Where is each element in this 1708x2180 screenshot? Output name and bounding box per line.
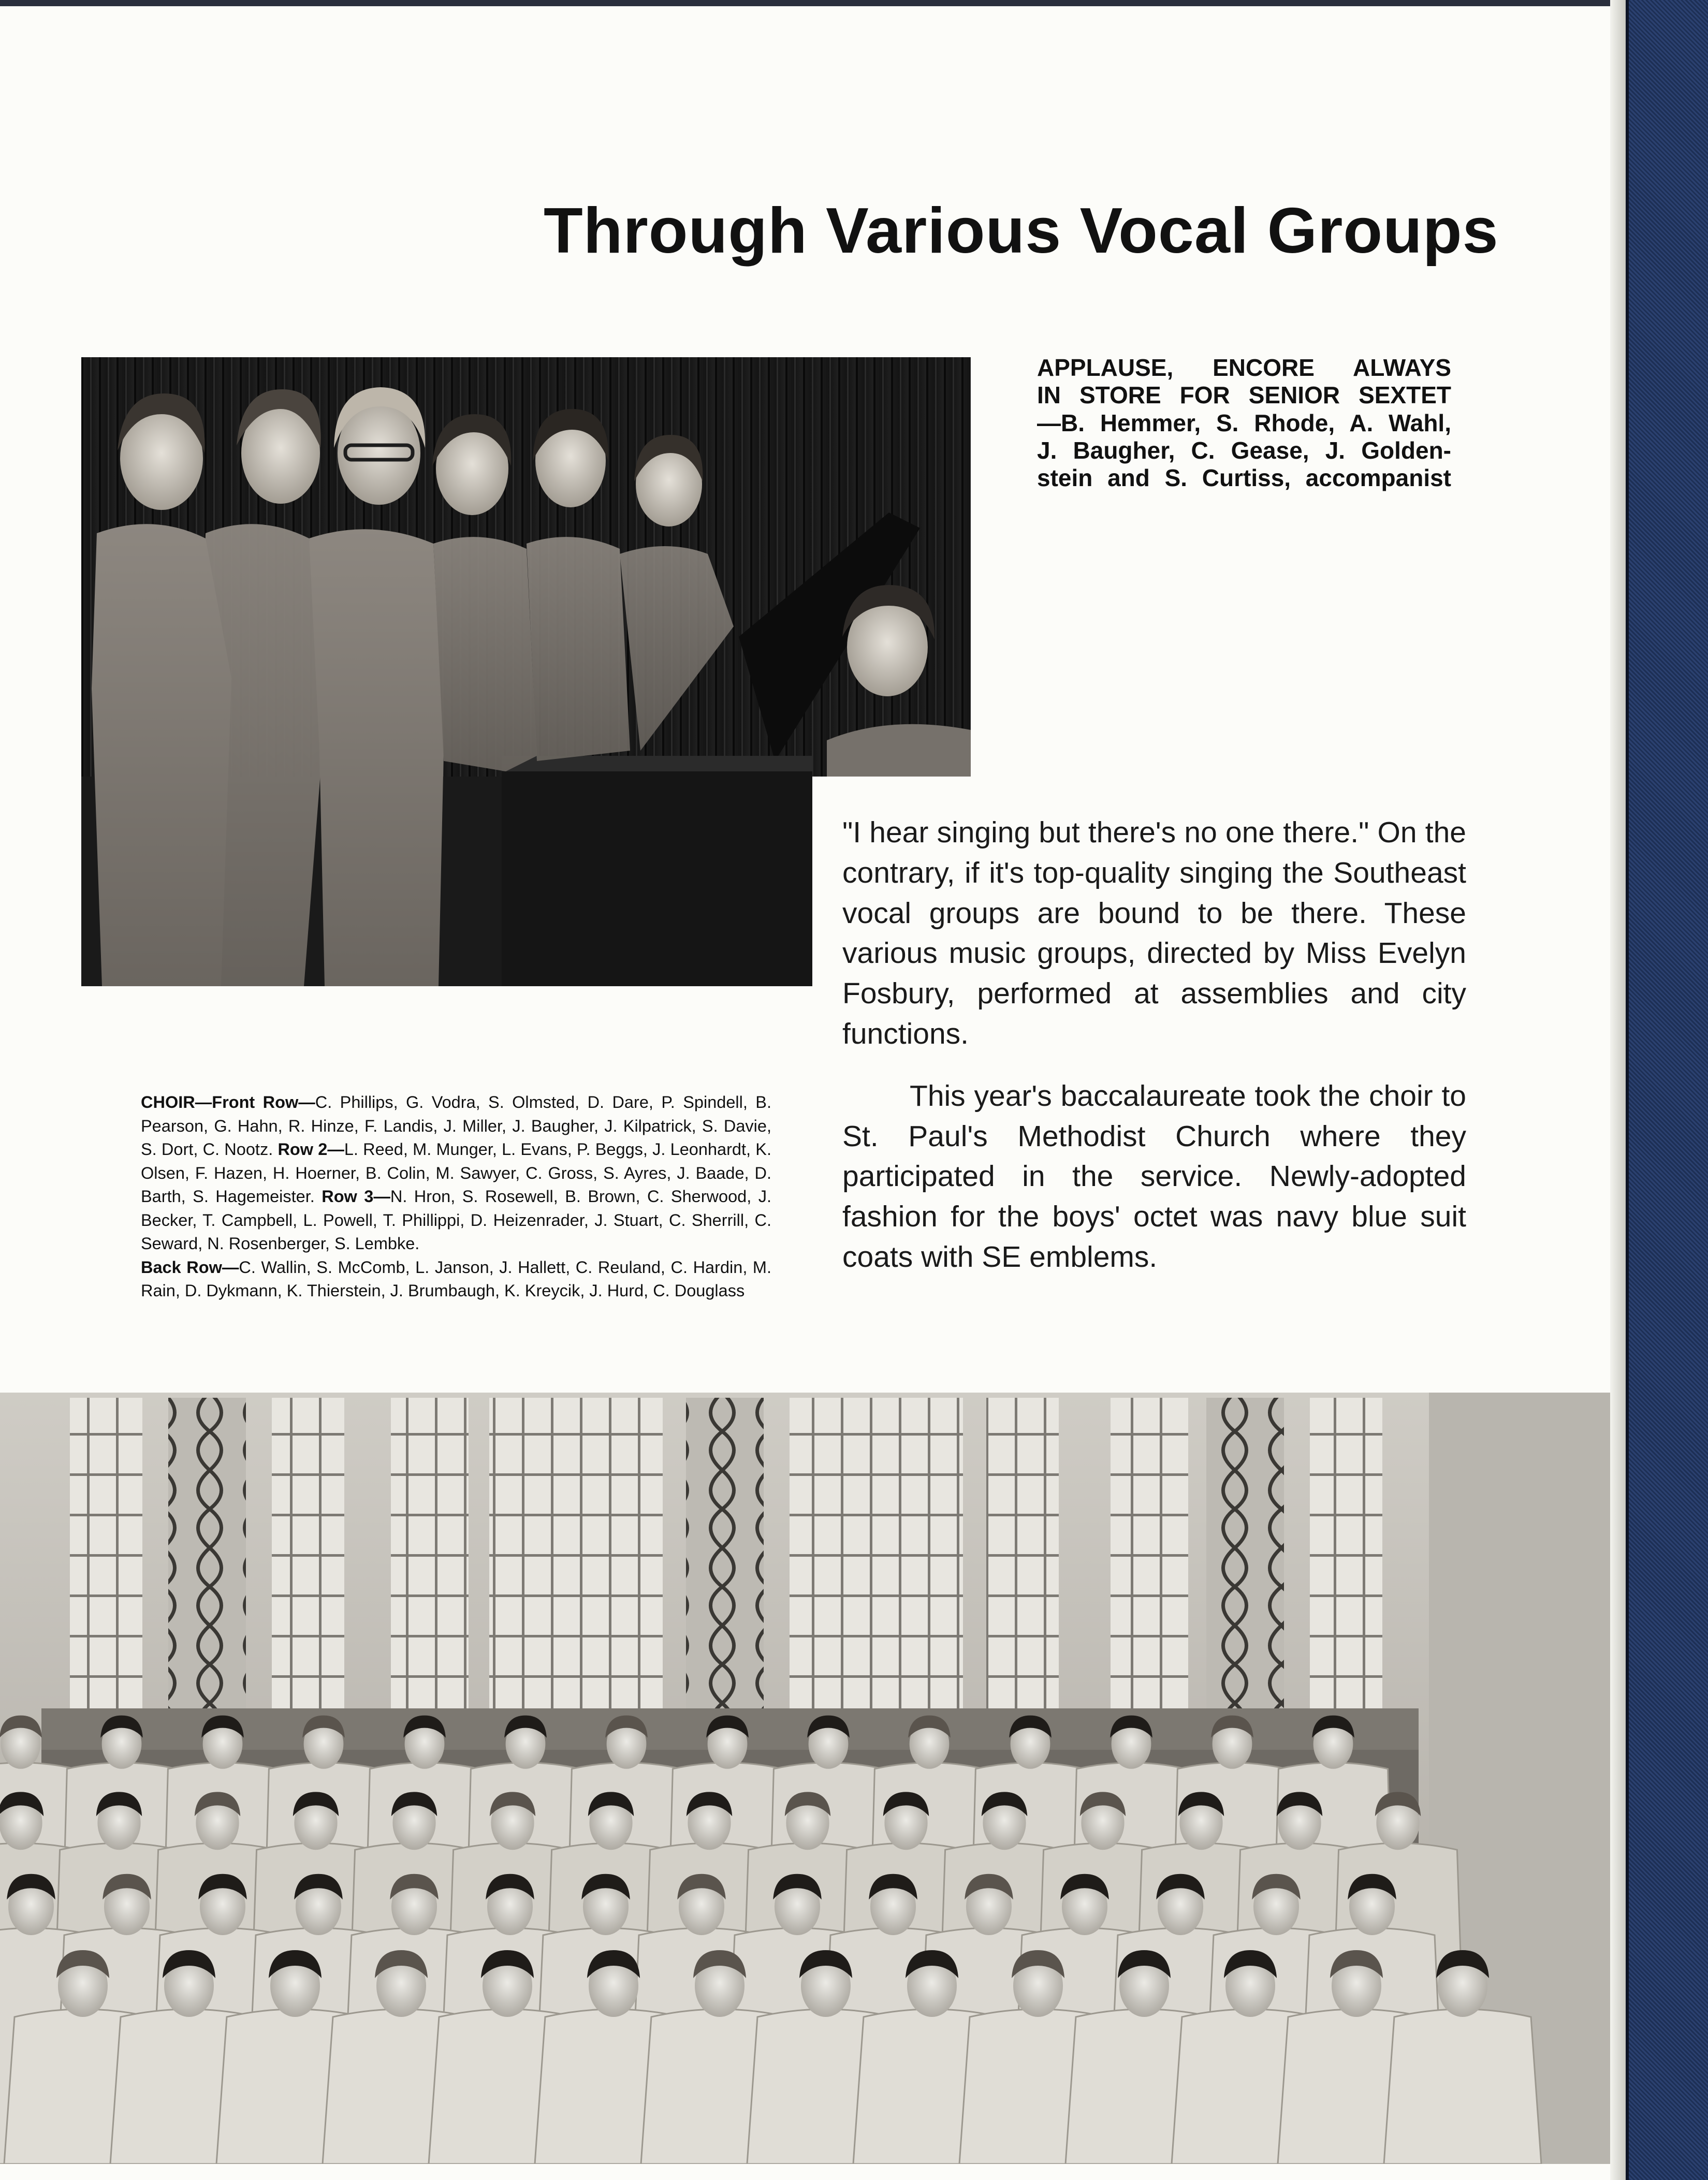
choir-robe xyxy=(1384,2009,1541,2164)
choir-row-label: Row 3— xyxy=(322,1187,390,1206)
choir-photo xyxy=(0,1393,1610,2164)
choir-row-label: Back Row— xyxy=(141,1257,239,1277)
caption-line: IN STORE FOR SENIOR SEXTET xyxy=(1037,382,1451,409)
book-binding xyxy=(1626,0,1708,2180)
page-top-edge xyxy=(0,0,1626,6)
caption-line: J. Baugher, C. Gease, J. Golden- xyxy=(1037,437,1451,464)
choir-row-names: L. Reed, M. Munger, L. Evans, P. Beggs, J. Leonhardt, K. Olsen, F. Hazen, H. Hoerner, B. Colin, M. Sawyer, C. Gross, S. Ayres, J. Baade, D. Barth, S. Hagemeister. xyxy=(141,1140,771,1206)
choir-singers xyxy=(0,1716,1541,2164)
page-title: Through Various Vocal Groups xyxy=(544,195,1499,267)
page-gutter-edge xyxy=(1610,0,1626,2180)
caption-line: stein and S. Curtiss, accompanist xyxy=(1037,464,1451,492)
body-copy xyxy=(842,813,1466,1278)
sextet-caption xyxy=(1037,354,1451,492)
choir-row-names: C. Wallin, S. McComb, L. Janson, J. Hallett, C. Reuland, C. Hardin, M. Rain, D. Dykmann, K. Thierstein, J. Brumbaugh, K. Kreycik, J. Hurd, C. Douglass xyxy=(141,1257,772,1300)
choir-row-label: CHOIR—Front Row— xyxy=(141,1093,315,1111)
caption-line: —B. Hemmer, S. Rhode, A. Wahl, xyxy=(1037,409,1451,436)
choir-row-label: Row 2— xyxy=(278,1140,344,1159)
sextet-photo xyxy=(81,357,971,986)
body-paragraph: This year's baccalaureate took the choir to St. Paul's Methodist Church where they participated in the service. Newly-adopted fashion for the boys' octet was navy blue suit coats with SE emblems. xyxy=(842,1079,1466,1274)
choir-caption xyxy=(141,1091,771,1303)
caption-line: APPLAUSE, ENCORE ALWAYS xyxy=(1037,354,1451,381)
body-paragraph: "I hear singing but there's no one there." On the contrary, if it's top-quality singing the Southeast vocal groups are bound to be there. These various music groups, directed by Miss Evelyn Fosbury, performed at assemblies and city functions. xyxy=(842,816,1466,1050)
choir-row-names: N. Hron, S. Rosewell, B. Brown, C. Sherwood, J. Becker, T. Campbell, L. Powell, T. Phillippi, D. Heizenrader, J. Stuart, C. Sherrill, C. Seward, N. Rosenberger, S. Lembke. xyxy=(141,1187,771,1253)
choir-row-names: C. Phillips, G. Vodra, S. Olmsted, D. Dare, P. Spindell, B. Pearson, G. Hahn, R. Hinze, F. Landis, J. Miller, J. Baugher, J. Kilpatrick, S. Davie, S. Dort, C. Nootz. xyxy=(141,1093,771,1159)
